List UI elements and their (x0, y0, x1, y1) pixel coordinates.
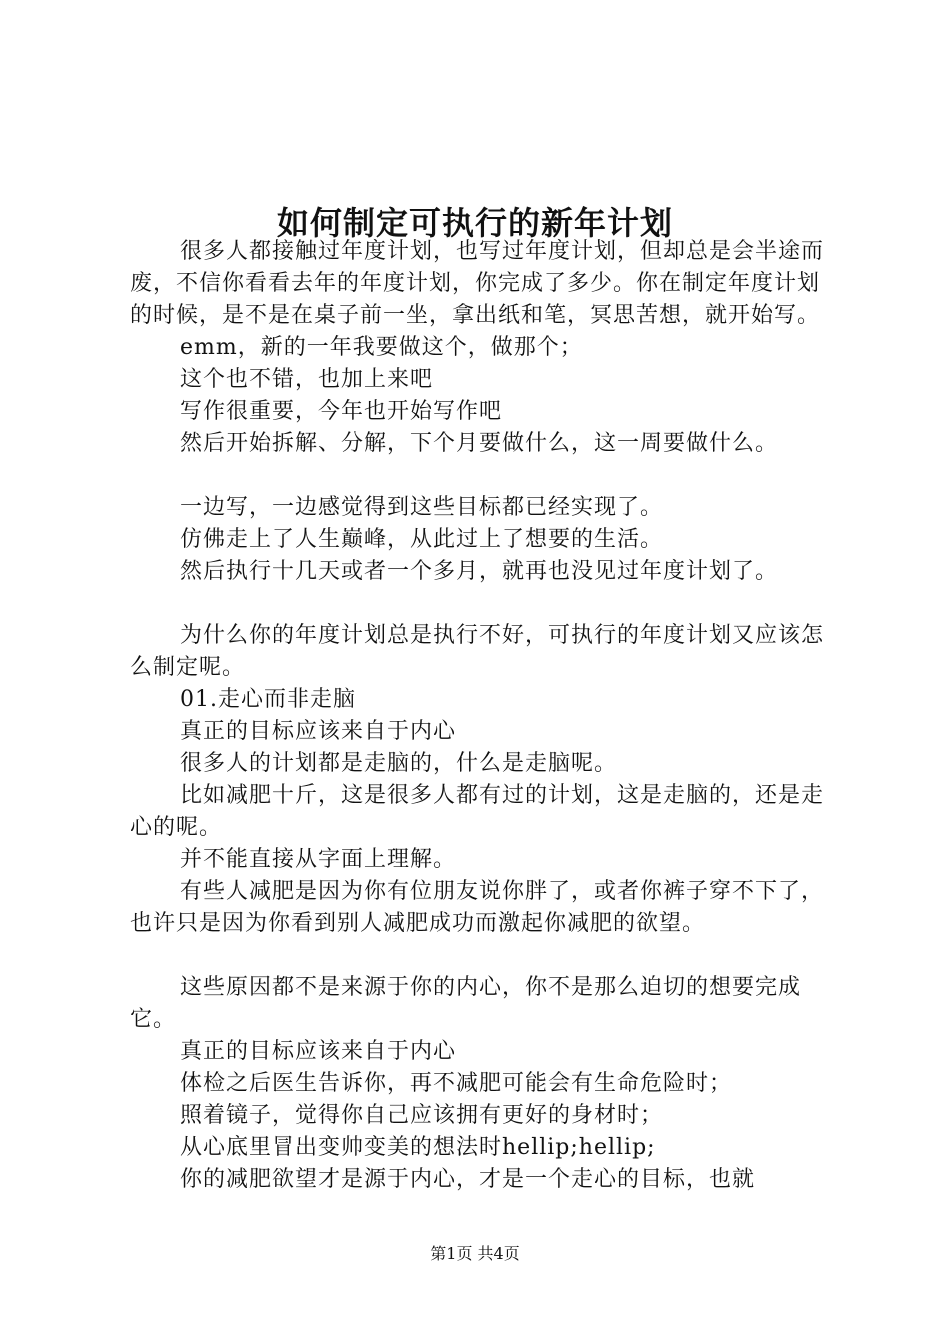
paragraph-breakdown: 然后开始拆解、分解，下个月要做什么，这一周要做什么。 (180, 431, 779, 456)
paragraph-brain-plans: 很多人的计划都是走脑的，什么是走脑呢。 (180, 751, 618, 776)
paragraph-handsome-idea: 从心底里冒出变帅变美的想法时hellip;hellip; (180, 1135, 656, 1160)
paragraph-peak: 仿佛走上了人生巅峰，从此过上了想要的生活。 (180, 527, 664, 552)
section-heading: 01.走心而非走脑 (180, 687, 356, 712)
blank-line (130, 460, 840, 492)
paragraph-not-from-heart: 这些原因都不是来源于你的内心，你不是那么迫切的想要完成它。 (130, 975, 802, 1032)
paragraph-real-goal-repeat: 真正的目标应该来自于内心 (180, 1039, 457, 1064)
paragraph-writing-feeling: 一边写，一边感觉得到这些目标都已经实现了。 (180, 495, 664, 520)
paragraph-not-literal: 并不能直接从字面上理解。 (180, 847, 457, 872)
blank-line (130, 588, 840, 620)
paragraph-intro: 很多人都接触过年度计划，也写过年度计划，但却总是会半途而废，不信你看看去年的年度计划，你完成了多少。你在制定年度计划的时候，是不是在桌子前一坐，拿出纸和笔，冥思苦想，就开始写。 (130, 239, 825, 328)
paragraph-lose-weight-example: 比如减肥十斤，这是很多人都有过的计划，这是走脑的，还是走心的呢。 (130, 783, 825, 840)
paragraph-writing-important: 写作很重要，今年也开始写作吧 (180, 399, 503, 424)
paragraph-forgot-plan: 然后执行十几天或者一个多月，就再也没见过年度计划了。 (180, 559, 779, 584)
paragraph-mirror: 照着镜子，觉得你自己应该拥有更好的身材时； (180, 1103, 664, 1128)
page-number-footer: 第1页 共4页 (430, 1244, 520, 1263)
paragraph-doctor: 体检之后医生告诉你，再不减肥可能会有生命危险时； (180, 1071, 733, 1096)
paragraph-add-this: 这个也不错，也加上来吧 (180, 367, 434, 392)
paragraph-reasons: 有些人减肥是因为你有位朋友说你胖了，或者你裤子穿不下了，也许只是因为你看到别人减肥成功而激起你减肥的欲望。 (130, 879, 825, 936)
paragraph-emm: emm，新的一年我要做这个，做那个； (180, 335, 583, 360)
paragraph-question: 为什么你的年度计划总是执行不好，可执行的年度计划又应该怎么制定呢。 (130, 623, 825, 680)
document-body (130, 236, 840, 1196)
paragraph-real-goal: 真正的目标应该来自于内心 (180, 719, 457, 744)
blank-line (130, 940, 840, 972)
paragraph-final: 你的减肥欲望才是源于内心，才是一个走心的目标，也就 (180, 1167, 756, 1192)
document-title: 如何制定可执行的新年计划 (276, 204, 673, 243)
